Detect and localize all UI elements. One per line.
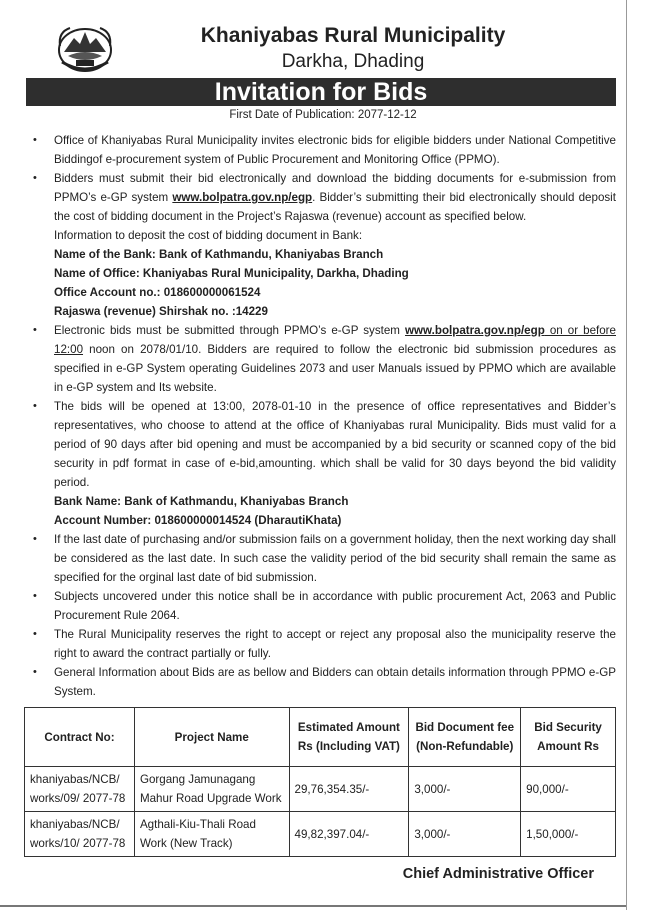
account-number-line: Account Number: 018600000014524 (DharautiKhata): [54, 514, 342, 527]
deadline-link-text[interactable]: on or before 12:00: [54, 324, 616, 356]
rajaswa-line: Rajaswa (revenue) Shirshak no. :14229: [54, 305, 268, 318]
paragraph-text: Office of Khaniyabas Rural Municipality invites electronic bids for eligible bidders under National Competitive Biddingof e-procurement system of Public Procurement and Monitoring Office (PPMO).: [54, 134, 616, 166]
signatory: Chief Administrative Officer: [402, 866, 594, 882]
project-name-cell: Agthali-Kiu-Thali Road Work (New Track): [134, 812, 289, 857]
contract-no-cell: khaniyabas/NCB/ works/10/ 2077-78: [25, 812, 135, 857]
project-name-cell: Gorgang Jamunagang Mahur Road Upgrade Work: [134, 767, 289, 812]
notice-title-banner: Invitation for Bids: [26, 78, 616, 106]
paragraph-text: If the last date of purchasing and/or submission fails on a government holiday, then the next working day shall be considered as the last date. In such case the validity period of the bid security shall remain the same as specified for the orginal last date of bid submission.: [54, 533, 616, 584]
bottom-divider: [0, 905, 626, 907]
paragraph-text: The bids will be opened at 13:00, 2078-01-10 in the presence of office representatives and Bidder’s representatives, who choose to attend at the office of Khaniyabas rural Municipality. Bids must valid for a period of 90 days after bid opening and must be accompanied by a bid security or scanned copy of the bid security in pdf format in case of e-bid,amounting. which shall be valid for 30 days beyond the bid validity period.: [54, 400, 616, 489]
bid-security-cell: 90,000/-: [521, 767, 616, 812]
org-name: Khaniyabas Rural Municipality: [200, 24, 506, 47]
publication-date: First Date of Publication: 2077-12-12: [229, 109, 417, 121]
bullet-item: [30, 397, 616, 492]
bullet-item: [30, 321, 616, 397]
paragraph-text: noon on 2078/01/10. Bidders are required to follow the electronic bid submission procedures as specified in e-GP System operating Guidelines 2073 and user Manuals issued by PPMO which are available in e-GP system and Its website.: [54, 343, 616, 394]
paragraph-text: Subjects uncovered under this notice shall be in accordance with public procurement Act, 2063 and Public Procurement Rule 2064.: [54, 590, 616, 622]
bank-name-line: Name of the Bank: Bank of Kathmandu, Khaniyabas Branch: [54, 248, 384, 261]
bolpatra-link[interactable]: www.bolpatra.gov.np/egp: [405, 324, 545, 337]
table-row: [25, 767, 616, 812]
bank-name-line-2: Bank Name: Bank of Kathmandu, Khaniyabas Branch: [54, 495, 349, 508]
bullet-item: [30, 663, 616, 701]
bolpatra-link[interactable]: www.bolpatra.gov.np/egp: [172, 191, 313, 204]
paragraph-text: Bidders must submit their bid electronically and download the bidding documents for e-submission from PPMO’s e-GP system: [54, 172, 616, 204]
bullet-item: [30, 131, 616, 169]
paragraph-text: The Rural Municipality reserves the right to accept or reject any proposal also the municipality reserve the right to award the contract partially or fully.: [54, 628, 616, 660]
bullet-item: [30, 587, 616, 625]
bids-table: [24, 707, 616, 857]
document-fee-cell: 3,000/-: [409, 767, 521, 812]
paragraph-text: Information to deposit the cost of bidding document in Bank:: [54, 229, 363, 242]
column-header: Estimated Amount Rs (Including VAT): [289, 708, 409, 767]
paragraph-text: General Information about Bids are as bellow and Bidders can obtain details information through PPMO e-GP System.: [54, 666, 616, 698]
bullet-item: [30, 530, 616, 587]
org-location: Darkha, Dhading: [281, 51, 425, 72]
column-header: Bid Document fee (Non-Refundable): [409, 708, 521, 767]
column-header: Bid Security Amount Rs: [521, 708, 616, 767]
paragraph-text: Electronic bids must be submitted through PPMO’s e-GP system: [54, 324, 406, 337]
column-header: Project Name: [134, 708, 289, 767]
contract-no-cell: khaniyabas/NCB/ works/09/ 2077-78: [25, 767, 135, 812]
table-header-row: [25, 708, 616, 767]
estimated-amount-cell: 49,82,397.04/-: [289, 812, 409, 857]
table-row: [25, 812, 616, 857]
paragraph-text: . Bidder’s submitting their bid electronically should deposit the cost of bidding document in the Project’s Rajaswa (revenue) account as specified below.: [54, 191, 616, 223]
notice-body: [30, 131, 616, 701]
bullet-item: [30, 169, 616, 226]
notice-header: [0, 0, 626, 78]
column-header: Contract No:: [25, 708, 135, 767]
bullet-item: [30, 625, 616, 663]
document-fee-cell: 3,000/-: [409, 812, 521, 857]
estimated-amount-cell: 29,76,354.35/-: [289, 767, 409, 812]
office-name-line: Name of Office: Khaniyabas Rural Municipality, Darkha, Dhading: [54, 267, 409, 280]
office-account-line: Office Account no.: 018600000061524: [54, 286, 261, 299]
bid-security-cell: 1,50,000/-: [521, 812, 616, 857]
